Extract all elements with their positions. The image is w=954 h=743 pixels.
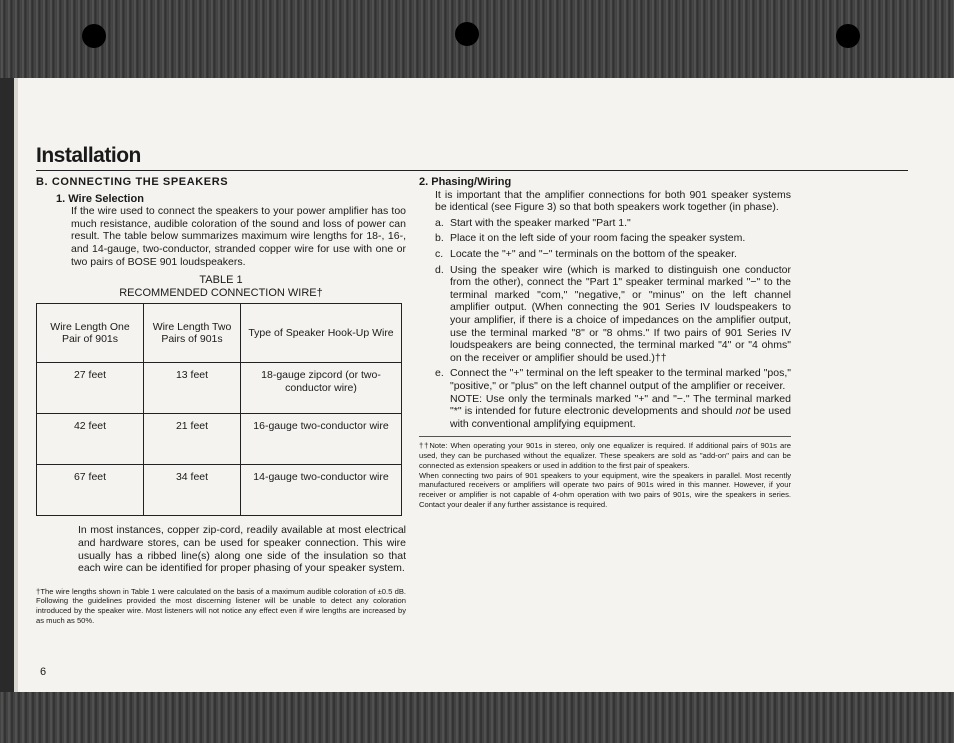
- binder-top-band: [0, 0, 954, 78]
- note-text: Use only the terminals marked "+" and "−." The terminal marked "*" is intended for future electronic developments and should: [450, 392, 791, 418]
- table-number: TABLE 1: [199, 274, 243, 287]
- wire-table: [36, 303, 402, 516]
- note-emphasis: not: [735, 405, 751, 418]
- table-cell: 14-gauge two-conductor wire: [241, 465, 402, 516]
- section-heading: B. CONNECTING THE SPEAKERS: [36, 176, 229, 188]
- table-row: [37, 363, 402, 414]
- list-item-text: Start with the speaker marked "Part 1.": [450, 216, 631, 229]
- list-item: [435, 264, 791, 365]
- list-item-letter: a.: [435, 216, 444, 229]
- table-cell: 16-gauge two-conductor wire: [241, 414, 402, 465]
- table-header-cell: Type of Speaker Hook-Up Wire: [241, 304, 402, 363]
- terminal-note: [450, 393, 791, 431]
- table-cell: 18-gauge zipcord (or two-conductor wire): [241, 363, 402, 414]
- table-row: [37, 465, 402, 516]
- table-row: [37, 414, 402, 465]
- phasing-footnote: [419, 441, 791, 510]
- list-item: [435, 217, 791, 230]
- two-pairs-note: When connecting two pairs of 901 speakers to your equipment, wire the speakers in parallel. Most recently manufactured receivers or amplifiers will operate two pairs of 901s wired in this manner. However, if your receiver or amplifier is not capable of 4-ohm operation with two pairs of 901s, wire the speakers in series. Contact your dealer if any further assistance is required.: [419, 470, 791, 510]
- right-column: [419, 176, 791, 510]
- table-cell: 42 feet: [37, 414, 144, 465]
- list-item-body: Connect the "+" terminal on the left speaker to the terminal marked "pos," "positive," or "plus" on the left channel output of the amplifier or receiver.: [450, 367, 791, 392]
- phasing-heading: 2. Phasing/Wiring: [419, 176, 512, 188]
- table-cell: 13 feet: [144, 363, 241, 414]
- list-item-text: [450, 367, 791, 430]
- note-label: NOTE:: [450, 392, 483, 405]
- list-item-text: Locate the "+" and "−" terminals on the bottom of the speaker.: [450, 247, 737, 260]
- page-number: 6: [40, 666, 47, 678]
- table-cell: 67 feet: [37, 465, 144, 516]
- page-edge: [14, 78, 18, 692]
- table-title: [36, 274, 406, 299]
- binder-hole-right: [836, 24, 860, 48]
- phasing-intro: It is important that the amplifier connections for both 901 speaker systems be identical (see Figure 3) so that both speakers work together (in phase).: [435, 188, 791, 214]
- note-end: be used with conventional amplifying equipment.: [450, 405, 792, 430]
- list-item-letter: c.: [435, 247, 444, 260]
- left-column: [36, 176, 406, 625]
- table-cell: 34 feet: [144, 465, 241, 516]
- equalizer-note: ††Note: When operating your 901s in stereo, only one equalizer is required. If additional pairs of 901s are used, they can be purchased without the equalizer. These speakers are sold as "add-on" pairs and can be connected as extension speakers or used in addition to the first pair of speakers.: [419, 441, 791, 470]
- table-cell: 21 feet: [144, 414, 241, 465]
- list-item-letter: b.: [435, 232, 444, 245]
- binder-hole-middle: [455, 22, 479, 46]
- title-rule: [36, 170, 908, 171]
- list-item: [435, 232, 791, 245]
- page-title: Installation: [36, 144, 141, 167]
- manual-page: [14, 78, 954, 692]
- table-footnote: †The wire lengths shown in Table 1 were calculated on the basis of a maximum audible coloration of ±0.5 dB. Following the guidelines provided the most discerning listener will be unable to detect any coloration introduced by the speaker wire. Most listeners will not notice any effect even if wire lengths are increased by as much as 50%.: [36, 586, 406, 625]
- footnote-rule: [419, 436, 791, 437]
- list-item-letter: d.: [435, 263, 444, 276]
- table-caption: RECOMMENDED CONNECTION WIRE†: [119, 286, 323, 299]
- list-item: [435, 248, 791, 261]
- list-item-letter: e.: [435, 367, 444, 380]
- wire-selection-heading: 1. Wire Selection: [56, 192, 144, 205]
- table-cell: 27 feet: [37, 363, 144, 414]
- list-item-text: Place it on the left side of your room facing the speaker system.: [450, 232, 746, 245]
- wire-selection-text: If the wire used to connect the speakers to your power amplifier has too much resistance, audible coloration of the sound and loss of power can result. The table below summarizes maximum wire lengths for 18-, 16-, and 14-gauge, two-conductor, stranded copper wire for use with one or two pairs of BOSE 901 loudspeakers.: [71, 205, 406, 268]
- table-header-row: [37, 304, 402, 363]
- binder-hole-left: [82, 24, 106, 48]
- zipcord-text: In most instances, copper zip-cord, readily available at most electrical and hardware stores, can be used for speaker connection. This wire usually has a ribbed line(s) along one side of the insulation so that each wire can be identified for proper phasing of your speaker system.: [78, 524, 406, 575]
- table-header-cell: Wire Length One Pair of 901s: [37, 304, 144, 363]
- list-item: [435, 367, 791, 430]
- list-item-text: Using the speaker wire (which is marked to distinguish one conductor from the other), connect the "Part 1" speaker terminal marked "−" to the terminal marked "com," "negative," or "minus" on the left channel amplifier output. (When connecting the 901 Series IV loudspeakers to your amplifier, if there is a choice of impedances on the amplifier output, use the terminal marked "8" or "8 ohms." If two pairs of 901 Series IV loudspeakers are being connected, the terminal marked "4" or "4 ohms" on the receiver or amplifier should be used.)††: [450, 263, 791, 364]
- table-header-cell: Wire Length Two Pairs of 901s: [144, 304, 241, 363]
- binder-bottom-band: [0, 692, 954, 743]
